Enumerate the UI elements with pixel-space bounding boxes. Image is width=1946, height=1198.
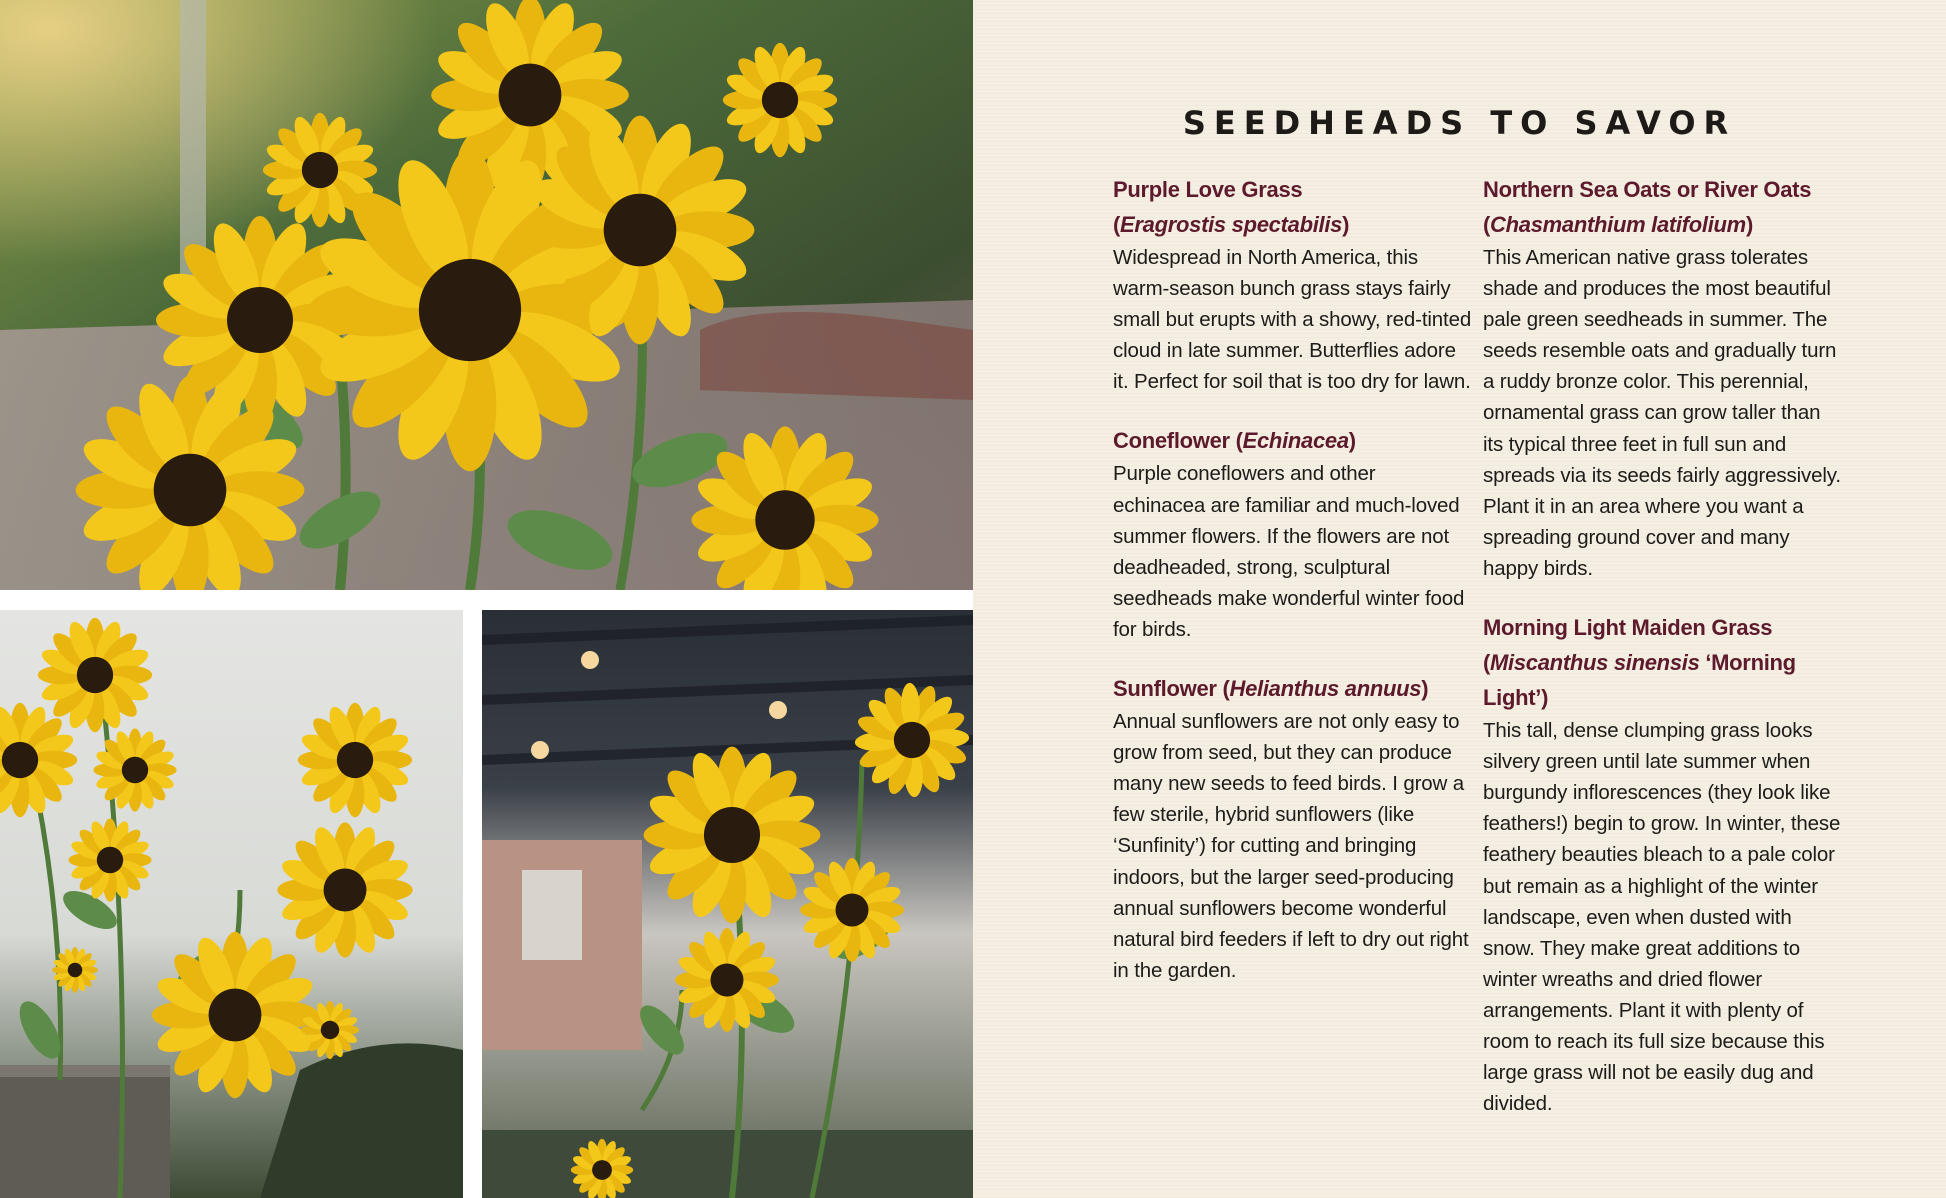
entry-body: Purple coneflowers and other echinacea are familiar and much-loved summer flowers. If the flowers are not deadheaded, strong, sculptural seedheads make wonderful winter food for birds. xyxy=(1113,462,1465,641)
left-column xyxy=(1113,172,1473,1012)
sunflower-icon xyxy=(301,1001,359,1059)
scientific-name: Helianthus annuus xyxy=(1229,676,1422,702)
sunflower-icon xyxy=(52,947,98,993)
scientific-name: Eragrostis spectabilis xyxy=(1120,212,1343,237)
entry-purple-love-grass xyxy=(1113,172,1473,397)
scientific-name: Echinacea xyxy=(1242,428,1349,454)
right-column xyxy=(1483,172,1843,1145)
sunflower-icon xyxy=(800,858,904,962)
entry-name: Morning Light Maiden Grass (Miscanthus sinensis ‘Morning Light’) xyxy=(1483,615,1796,711)
entry-sunflower xyxy=(1113,671,1473,986)
sunflower-patio-photo xyxy=(482,610,973,1198)
scientific-name: Chasmanthium latifolium xyxy=(1490,212,1746,237)
sunflower-icon xyxy=(644,747,821,924)
sunflower-icon xyxy=(675,928,779,1032)
sunflower-icon xyxy=(68,818,151,901)
entry-body: Widespread in North America, this warm-season bunch grass stays fairly small but erupts with a showy, red-tinted cloud in late summer. Butterflies adore it. Perfect for soil that is too dry for lawn. xyxy=(1113,246,1472,394)
page-title: SEEDHEADS TO SAVOR xyxy=(1182,104,1737,142)
sunflower-icon xyxy=(152,932,318,1098)
scientific-name: Miscanthus sinensis xyxy=(1490,650,1700,676)
entry-body: This American native grass tolerates shade and produces the most beautiful pale green seedheads in summer. The seeds resemble oats and gradually turn a ruddy bronze color. This perennial, ornamental grass can grow taller than its typical three feet in full sun and spreads via its seeds fairly aggressively. Plant it in an area where you want a spreading ground cover and many happy birds. xyxy=(1483,246,1841,580)
entry-name: Sunflower (Helianthus annuus) xyxy=(1113,676,1429,702)
sunflower-garden-photo xyxy=(0,0,973,590)
sunflower-icon xyxy=(526,116,755,345)
sunflower-bouquet-photo xyxy=(0,610,463,1198)
sunflower-icon xyxy=(723,43,837,157)
entry-northern-sea-oats xyxy=(1483,172,1843,584)
text-page xyxy=(973,0,1946,1198)
sunflower-icon xyxy=(298,703,412,817)
entry-body: Annual sunflowers are not only easy to grow from seed, but they can produce many new seeds to feed birds. I grow a few sterile, hybrid sunflowers (like ‘Sunfinity’) for cutting and bringing indoors, but the larger seed-producing annual sunflowers become wonderful natural bird feeders if left to dry out right in the garden. xyxy=(1113,710,1469,982)
sunflower-icon xyxy=(38,618,152,732)
sunflower-icon xyxy=(277,822,412,957)
entry-name: Purple Love Grass (Eragrostis spectabilis) xyxy=(1113,177,1350,237)
entry-coneflower xyxy=(1113,423,1473,645)
entry-name: Coneflower (Echinacea) xyxy=(1113,428,1356,454)
entry-morning-light-maiden-grass xyxy=(1483,610,1843,1119)
entry-body: This tall, dense clumping grass looks silvery green until late summer when burgundy inflorescences (they look like feathers!) begin to grow. In winter, these feathery beauties bleach to a pale color but remain as a highlight of the winter landscape, even when dusted with snow. They make great additions to winter wreaths and dried flower arrangements. Plant it with plenty of room to reach its full size because this large grass will not be easily dug and divided. xyxy=(1483,719,1841,1116)
sunflower-icon xyxy=(93,728,176,811)
entry-name: Northern Sea Oats or River Oats (Chasmanthium latifolium) xyxy=(1483,177,1812,237)
